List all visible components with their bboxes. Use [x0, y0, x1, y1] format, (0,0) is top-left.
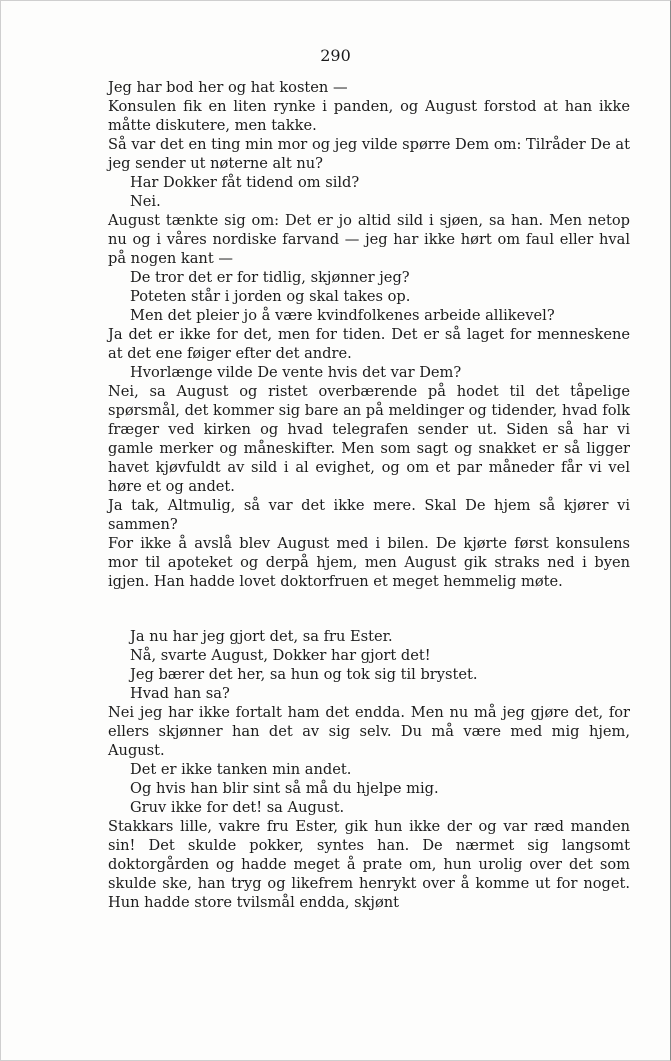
paragraph: Og hvis han blir sint så må du hjelpe mig. [130, 780, 439, 797]
paragraph: De tror det er for tidlig, skjønner jeg? [130, 269, 410, 286]
paragraph: Ja tak, Altmulig, så var det ikke mere. Skal De hjem så kjører vi sammen? [108, 497, 630, 533]
paragraph: Har Dokker fåt tidend om sild? [130, 174, 360, 191]
paragraph: Jeg bærer det her, sa hun og tok sig til brystet. [130, 666, 478, 683]
paragraph: Hvad han sa? [130, 685, 230, 702]
paragraph: Nei, sa August og ristet overbærende på hodet til det tåpelige spørsmål, det kommer sig bare an på meldinger og tidender, hvad folk fræger ved kirken og hvad telegrafen sender ut. Siden så har vi gamle merker og måneskifter. Men som sagt og snakket er så ligger havet kjøvfuldt av sild i al evighet, og om et par måneder får vi vel høre et og andet. [108, 383, 630, 495]
paragraph: Jeg har bod her og hat kosten — [108, 79, 348, 96]
section-break [108, 591, 630, 627]
paragraph: Poteten står i jorden og skal takes op. [130, 288, 411, 305]
paragraph: Stakkars lille, vakre fru Ester, gik hun ikke der og var ræd manden sin! Det skulde pokker, syntes han. De nærmet sig langsomt doktorgården og hadde meget å prate om, hun urolig over det som skulde ske, han tryg og likefrem henrykt over å komme ut for noget. Hun hadde store tvilsmål endda, skjønt [108, 818, 630, 911]
page-body [108, 78, 630, 912]
page-number: 290 [320, 46, 351, 65]
paragraph: For ikke å avslå blev August med i bilen. De kjørte først konsulens mor til apoteket og derpå hjem, men August gik straks ned i byen igjen. Han hadde lovet doktorfruen et meget hemmelig møte. [108, 535, 630, 590]
paragraph: Ja nu har jeg gjort det, sa fru Ester. [130, 628, 393, 645]
paragraph: Så var det en ting min mor og jeg vilde spørre Dem om: Tilråder De at jeg sender ut nøterne alt nu? [108, 136, 630, 172]
paragraph: Nei. [130, 193, 161, 210]
paragraph: Konsulen fik en liten rynke i panden, og August forstod at han ikke måtte diskutere, men takke. [108, 98, 630, 134]
paragraph: August tænkte sig om: Det er jo altid sild i sjøen, sa han. Men netop nu og i våres nordiske farvand — jeg har ikke hørt om faul eller hval på nogen kant — [108, 212, 630, 267]
paragraph: Ja det er ikke for det, men for tiden. Det er så laget for menneskene at det ene føiger efter det andre. [108, 326, 630, 362]
paragraph: Det er ikke tanken min andet. [130, 761, 352, 778]
paragraph: Hvorlænge vilde De vente hvis det var Dem? [130, 364, 462, 381]
paragraph: Nå, svarte August, Dokker har gjort det! [130, 647, 431, 664]
paragraph: Men det pleier jo å være kvindfolkenes arbeide allikevel? [130, 307, 555, 324]
paragraph: Gruv ikke for det! sa August. [130, 799, 345, 816]
paragraph: Nei jeg har ikke fortalt ham det endda. Men nu må jeg gjøre det, for ellers skjønner han det av sig selv. Du må være med mig hjem, August. [108, 704, 630, 759]
